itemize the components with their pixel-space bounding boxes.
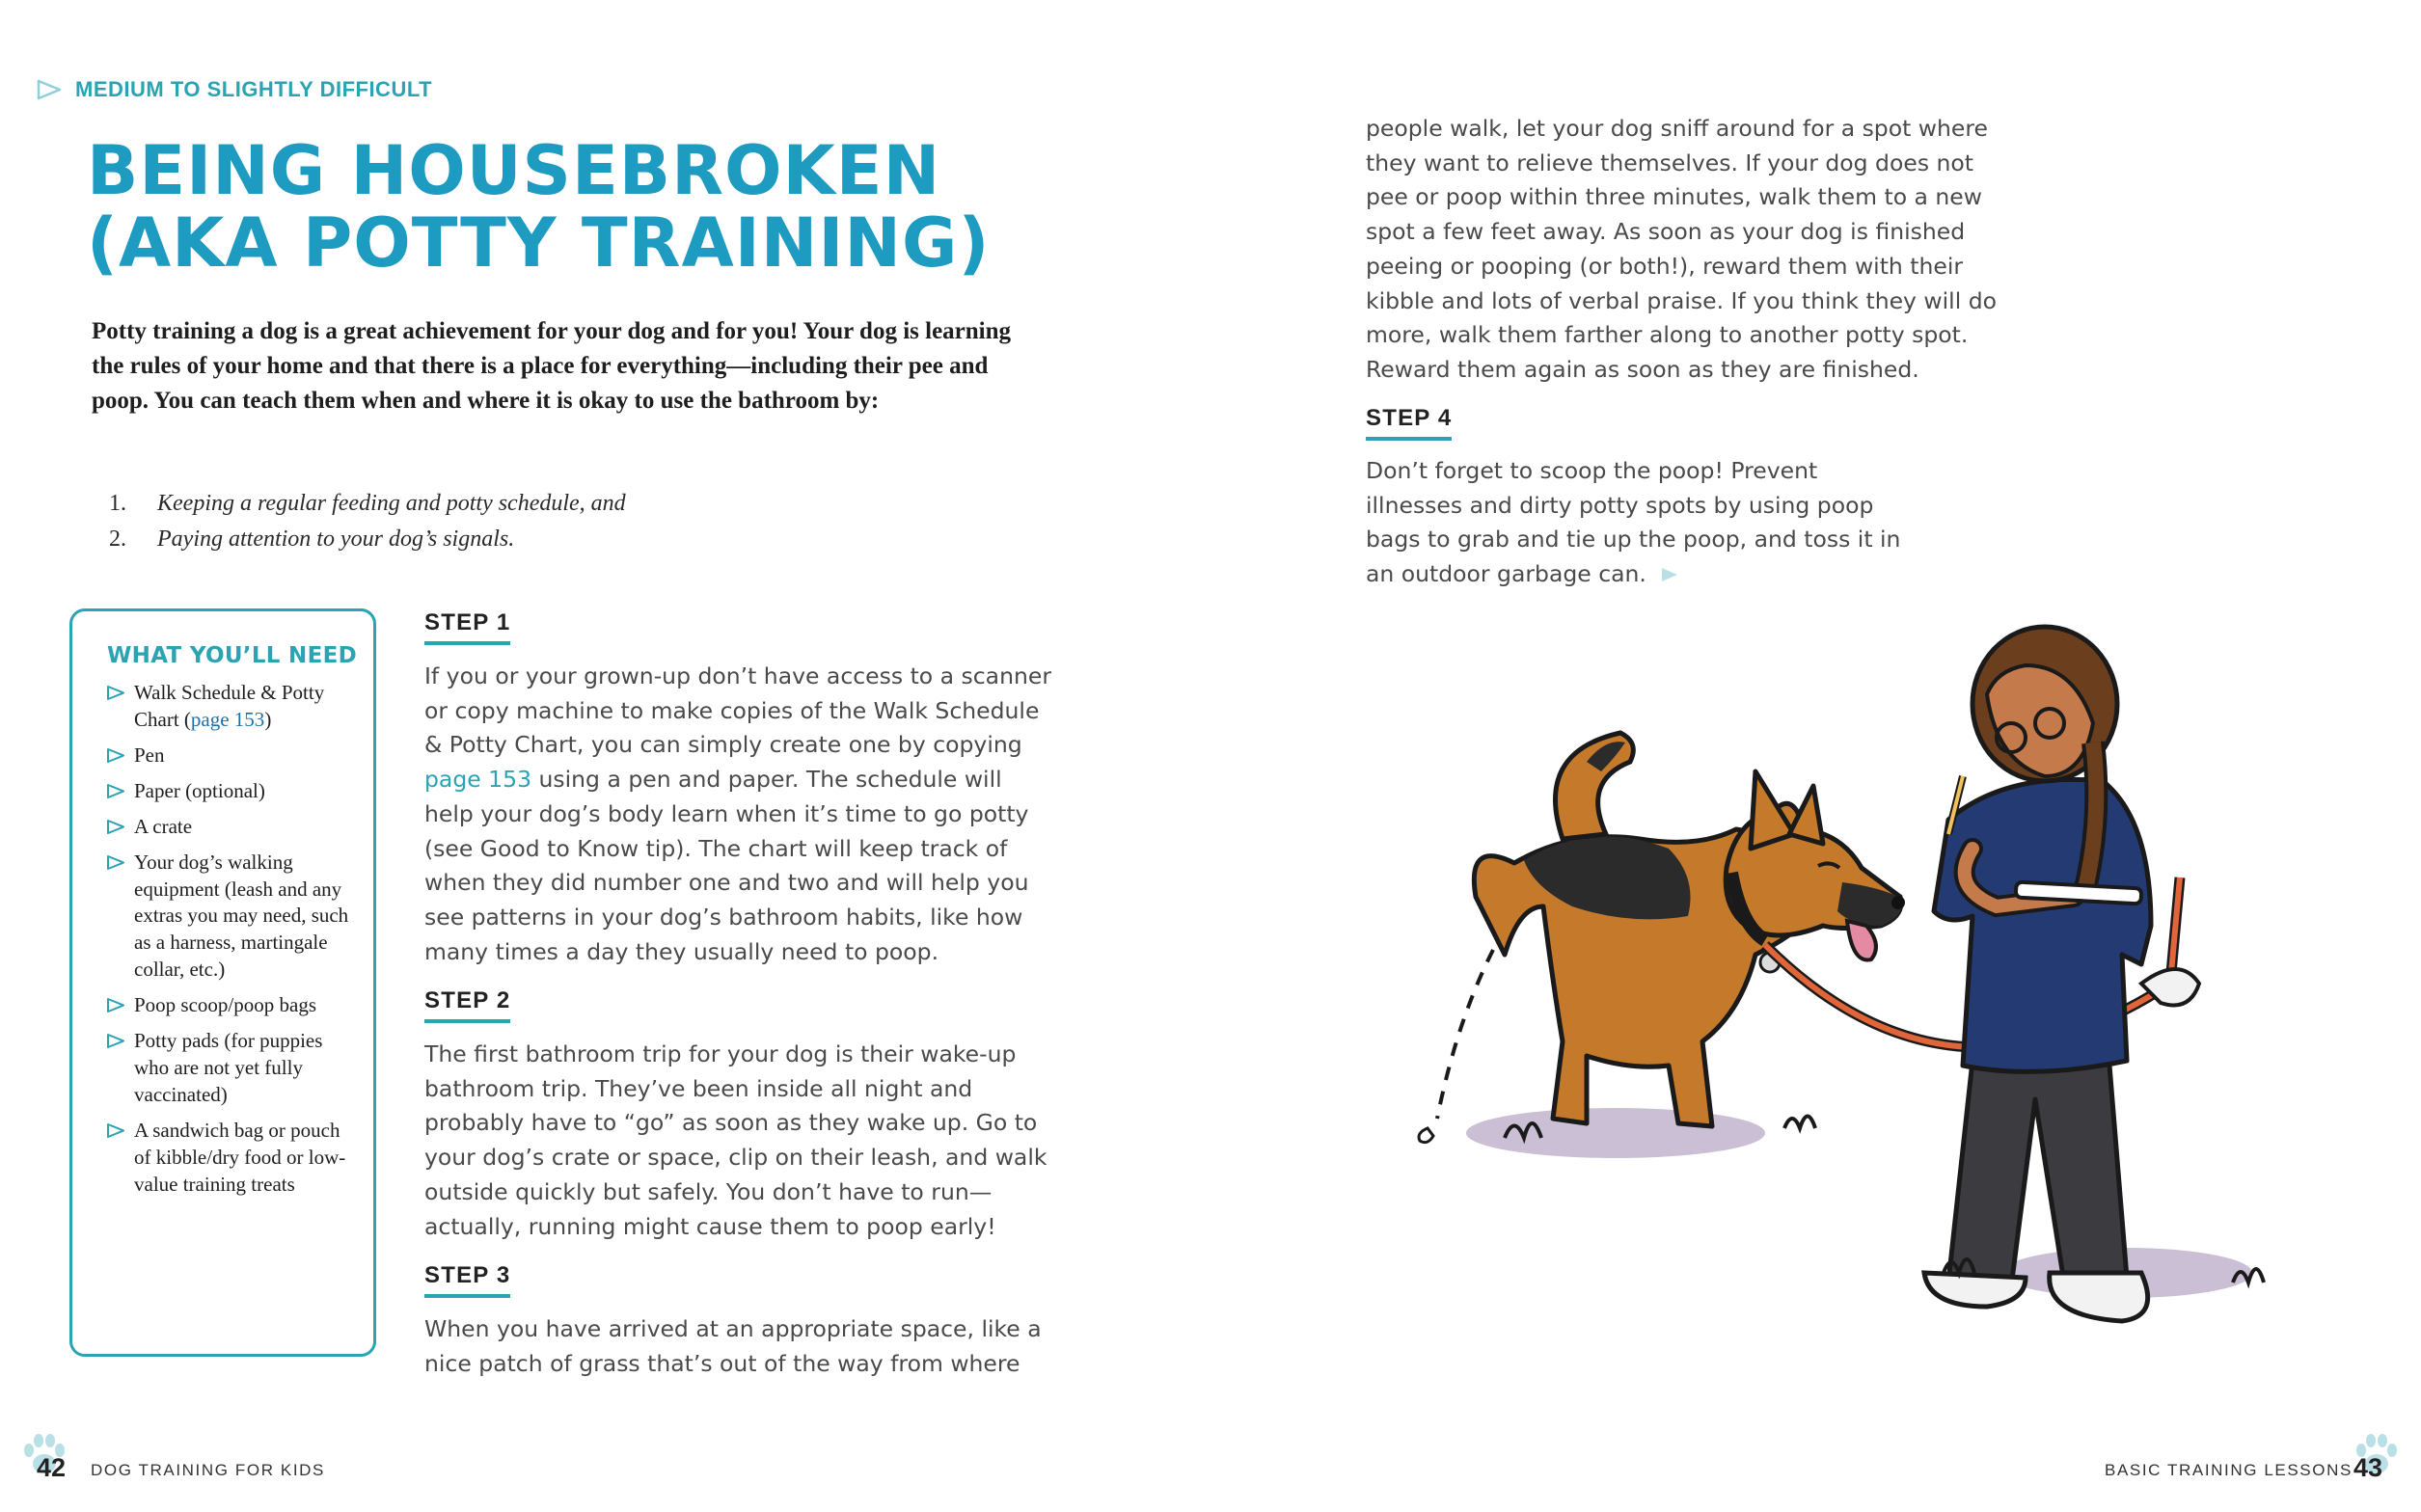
step-heading: STEP 1 xyxy=(424,609,510,645)
book-title-footer: DOG TRAINING FOR KIDS xyxy=(91,1461,325,1479)
triangle-arrow-icon xyxy=(107,1123,124,1138)
step-heading: STEP 3 xyxy=(424,1262,510,1298)
supply-item xyxy=(107,680,358,734)
goal-text: Paying attention to your dog’s signals. xyxy=(157,526,515,553)
triangle-arrow-icon xyxy=(107,1034,124,1048)
step-3-text-right: people walk, let your dog sniff around for a spot where they want to relieve themselves. If your dog does not pee or poop within three minutes, walk them to a new spot a few feet away. As soon as your dog is finished peeing or pooping (or both!), reward them with their kibble and lots of verbal praise. If you think they will do more, walk them farther along to another potty spot. Reward them again as soon as they are finished. xyxy=(1366,115,1998,384)
page-link[interactable]: page 153 xyxy=(190,707,265,731)
triangle-arrow-icon xyxy=(107,686,124,700)
triangle-arrow-icon xyxy=(37,79,62,100)
supply-text: Potty pads (for puppies who are not yet fully vaccinated) xyxy=(134,1029,323,1106)
step-1-text xyxy=(424,660,1051,969)
supply-item xyxy=(107,814,358,841)
supply-text: A sandwich bag or pouch of kibble/dry food or low-value training treats xyxy=(134,1118,346,1196)
triangle-arrow-icon xyxy=(107,855,124,870)
difficulty-tag xyxy=(37,77,432,102)
supply-text: Poop scoop/poop bags xyxy=(134,993,316,1017)
supply-item xyxy=(107,778,358,805)
supply-text-end: ) xyxy=(264,707,272,731)
supply-text: A crate xyxy=(134,814,193,838)
step-3 xyxy=(424,1262,510,1298)
step-2-text: The first bathroom trip for your dog is their wake-up bathroom trip. They’ve been inside all night and probably have to “go” as soon as they wake up. Go to your dog’s crate or space, clip on their leash, and walk outside quickly but safely. You don’t have to run—actually, running might cause them to poop early! xyxy=(424,1040,1047,1240)
supply-item xyxy=(107,1028,358,1109)
step-heading: STEP 2 xyxy=(424,987,510,1023)
supply-text: Your dog’s walking equipment (leash and any extras you may need, such as a harness, martingale collar, etc.) xyxy=(134,850,349,982)
goal-number: 2. xyxy=(109,526,126,553)
step-2 xyxy=(424,987,510,1023)
step-1-text-a: If you or your grown-up don’t have access to a scanner or copy machine to make copies of the Walk Schedule & Potty Chart, you can simply create one by copying xyxy=(424,662,1051,759)
step-1 xyxy=(424,609,510,645)
goal-number: 1. xyxy=(109,491,126,516)
page-title xyxy=(87,131,991,283)
triangle-arrow-icon xyxy=(107,748,124,763)
title-line-2: (AKA POTTY TRAINING) xyxy=(87,202,991,283)
step-1-text-b: using a pen and paper. The schedule will help your dog’s body learn when it’s time to go potty (see Good to Know tip). The chart will keep track of when they did number one and two and will help you see patterns in your dog’s bathroom habits, like how many times a day they usually need to poop. xyxy=(424,766,1029,965)
goal-item xyxy=(109,486,626,522)
supply-item xyxy=(107,992,358,1019)
page-number-right: 43 xyxy=(2353,1453,2383,1482)
girl-and-dog-illustration xyxy=(1408,501,2315,1350)
title-line-1: BEING HOUSEBROKEN xyxy=(87,131,941,210)
page-number-left: 42 xyxy=(37,1453,67,1482)
goal-item xyxy=(109,522,626,557)
supply-item xyxy=(107,850,358,985)
triangle-arrow-icon xyxy=(107,998,124,1012)
chapter-title-footer: BASIC TRAINING LESSONS xyxy=(2105,1461,2353,1479)
difficulty-label: MEDIUM TO SLIGHTLY DIFFICULT xyxy=(75,77,433,101)
step-3-text-left: When you have arrived at an appropriate space, like a nice patch of grass that’s out of the way from where xyxy=(424,1315,1042,1377)
goal-text: Keeping a regular feeding and potty schedule, and xyxy=(157,491,626,516)
step-4-body: Don’t forget to scoop the poop! Prevent illnesses and dirty potty spots by using poop bags to grab and tie up the poop, and toss it in an outdoor garbage can. xyxy=(1366,457,1901,588)
supplies-list xyxy=(107,680,358,1207)
supply-text: Pen xyxy=(134,742,165,767)
supply-text: Paper (optional) xyxy=(134,778,265,802)
page-link[interactable]: page 153 xyxy=(424,766,532,794)
supply-text: Walk Schedule & Potty Chart ( xyxy=(134,681,325,731)
step-heading: STEP 4 xyxy=(1366,405,1452,441)
triangle-arrow-icon xyxy=(107,784,124,798)
supply-item xyxy=(107,742,358,770)
intro-paragraph: Potty training a dog is a great achievement for your dog and for you! Your dog is learning the rules of your home and that there is a place for everything—including their pee and poop. You can teach them when and where it is okay to use the bathroom by: xyxy=(92,318,1012,414)
supplies-title: WHAT YOU’LL NEED xyxy=(107,643,358,668)
step-4 xyxy=(1366,405,1452,441)
triangle-arrow-icon xyxy=(107,820,124,834)
goals-list xyxy=(109,486,626,557)
supply-item xyxy=(107,1118,358,1199)
